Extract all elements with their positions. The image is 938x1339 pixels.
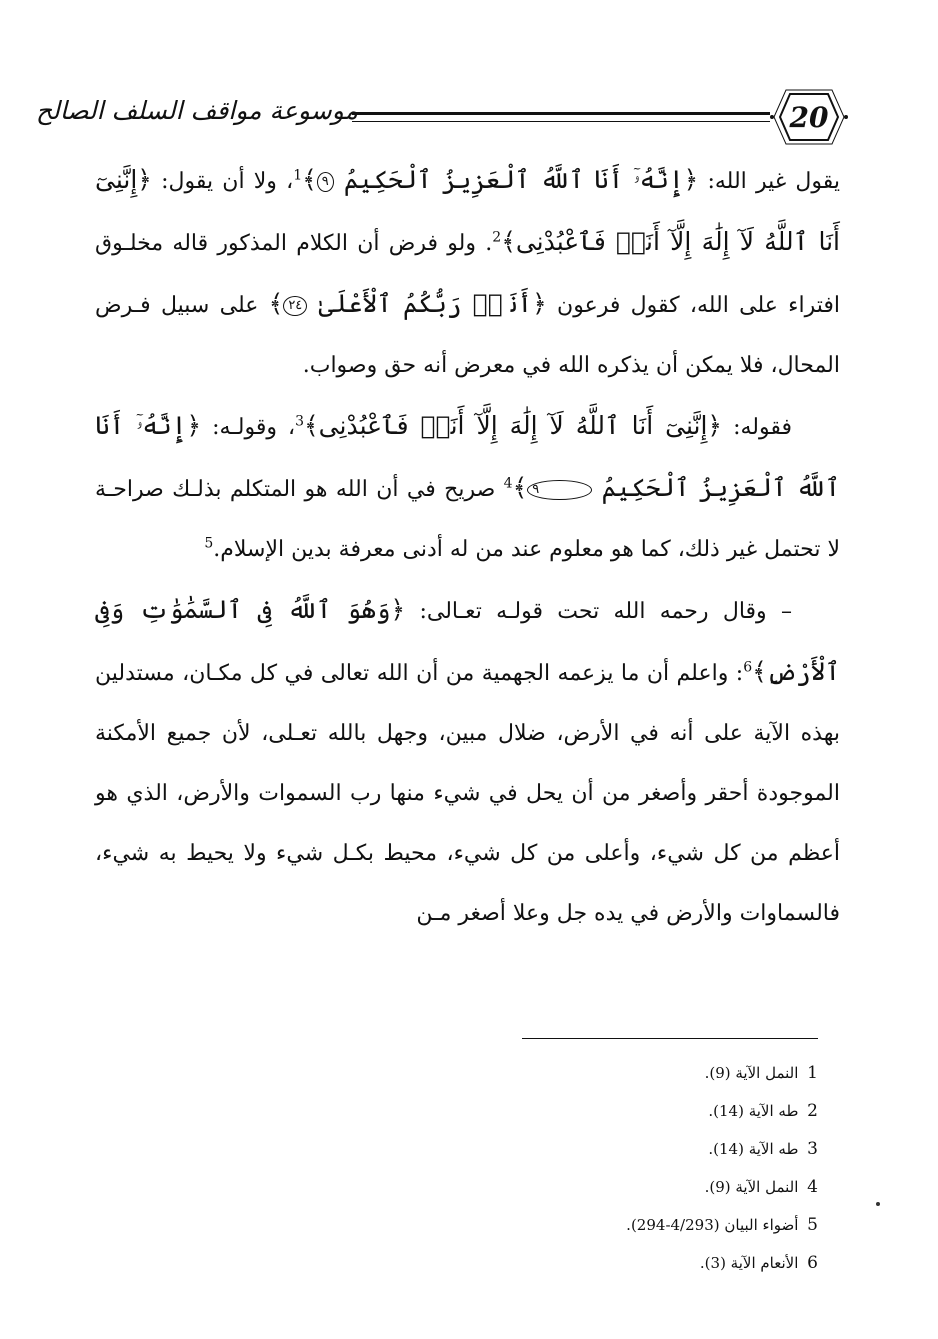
verse-close-bracket: ﴾ <box>512 473 528 502</box>
text-run: يقول غير الله: <box>698 169 841 194</box>
text-run: ، ولا أن يقول: <box>151 169 294 194</box>
paragraph-3 <box>95 580 840 944</box>
footnote-text: الأنعام الآية (3). <box>699 1254 799 1272</box>
text-run: على سبيل فـرض المحال، فلا يمكن أن يذكره الله في معرض أنه حق وصواب. <box>95 293 840 378</box>
text-run: : واعلم أن ما يزعمه الجهمية من أن الله تعالى في كل مكـان، مستدلين بهذه الآية على أنه في الأرض، ضلال مبين، وجهل بالله تعـلى، لأن جميع الأمكنة الموجودة أحقر وأصغر من أن يحل في شيء منها رب السموات والأرض، الذي هو أعظم من كل شيء، وأعلى من كل شيء، محيط بكـل شيء ولا يحيط به شيء، فالسماوات والأرض في يده جل وعلا أصغر مـن <box>95 661 840 926</box>
footnote-item <box>440 1092 818 1130</box>
footnote-number: 2 <box>807 1101 818 1121</box>
footnote-item <box>440 1168 818 1206</box>
paragraph-1 <box>95 150 840 396</box>
text-run: ، وقولـه: <box>201 415 296 440</box>
verse-close-bracket: ﴾ <box>268 289 284 318</box>
text-run: – وقال رحمه الله تحت قولـه تعـالى: <box>405 599 793 624</box>
text-run: فقوله: <box>722 415 792 440</box>
ayah-number-marker: ٩ <box>527 480 592 500</box>
quran-verse <box>269 289 547 318</box>
verse-close-bracket: ﴾ <box>302 165 317 194</box>
text-run: . ولو فرض أن الكلام المذكور قاله مخلـوق افتراء على الله، كقول فرعون <box>95 231 841 318</box>
header-rule <box>352 112 770 122</box>
main-text <box>95 150 840 944</box>
footnote-text: طه الآية (14). <box>708 1140 799 1158</box>
footnote-item <box>440 1130 818 1168</box>
footnote-number: 1 <box>807 1063 818 1083</box>
page-number: 20 <box>789 100 829 134</box>
footnote-ref: 4 <box>503 475 513 492</box>
footnote-separator <box>522 1038 818 1039</box>
scan-speck <box>876 1202 880 1206</box>
footnote-ref: 2 <box>492 229 502 246</box>
series-title: موسوعة مواقف السلف الصالح <box>35 96 358 125</box>
footnotes-list <box>440 1054 818 1282</box>
quran-verse: ﴿إِنَّنِىٓ أَنَا ٱللَّهُ لَآ إِلَٰهَ إِلَّآ أَنَا۠ فَٱعْبُدْنِى﴾ <box>304 411 723 440</box>
footnote-ref: 6 <box>743 659 753 676</box>
footnote-ref: 3 <box>295 413 304 430</box>
quran-verse: ﴿وَهُوَ ٱللَّهُ فِى ٱلسَّمَٰوَٰتِ وَفِى ٱلْأَرْضِ﴾ <box>95 595 840 686</box>
footnote-text: النمل الآية (9). <box>704 1178 799 1196</box>
footnote-item <box>440 1054 818 1092</box>
footnote-text: النمل الآية (9). <box>704 1064 799 1082</box>
quran-verse: ﴿إِنَّنِىٓ أَنَا ٱللَّهُ لَآ إِلَٰهَ إِلَّآ أَنَا۠ فَٱعْبُدْنِى﴾ <box>95 165 840 256</box>
page-number-badge <box>770 86 848 148</box>
footnote-number: 4 <box>807 1177 818 1197</box>
text-run: صريح في أن الله هو المتكلم بذلـك صراحـة لا تحتمل غير ذلك، كما هو معلوم عند من له أدنى معرفة بدين الإسلام. <box>95 477 840 562</box>
footnote-number: 3 <box>807 1139 818 1159</box>
ayah-number-marker: ٢٤ <box>283 296 307 316</box>
footnote-ref: 5 <box>204 535 214 552</box>
verse-text: ﴿أَنَا۠ رَبُّكُمُ ٱلْأَعْلَىٰ <box>318 289 547 318</box>
footnote-ref: 1 <box>293 167 303 184</box>
verse-text: ﴿إِنَّهُۥٓ أَنَا ٱللَّهُ ٱلْعَزِيزُ ٱلْحَكِيمُ <box>95 411 840 502</box>
footnote-number: 6 <box>807 1253 818 1273</box>
footnote-text: أضواء البيان (4/293-294). <box>626 1216 799 1234</box>
footnote-number: 5 <box>807 1215 818 1235</box>
paragraph-2 <box>95 396 840 580</box>
footnote-item <box>440 1244 818 1282</box>
quran-verse <box>302 165 698 194</box>
footnote-item <box>440 1206 818 1244</box>
footnote-text: طه الآية (14). <box>708 1102 799 1120</box>
verse-text: ﴿إِنَّهُۥٓ أَنَا ٱللَّهُ ٱلْعَزِيزُ ٱلْحَكِيمُ <box>343 165 699 194</box>
ayah-number-marker: ٩ <box>317 172 334 192</box>
